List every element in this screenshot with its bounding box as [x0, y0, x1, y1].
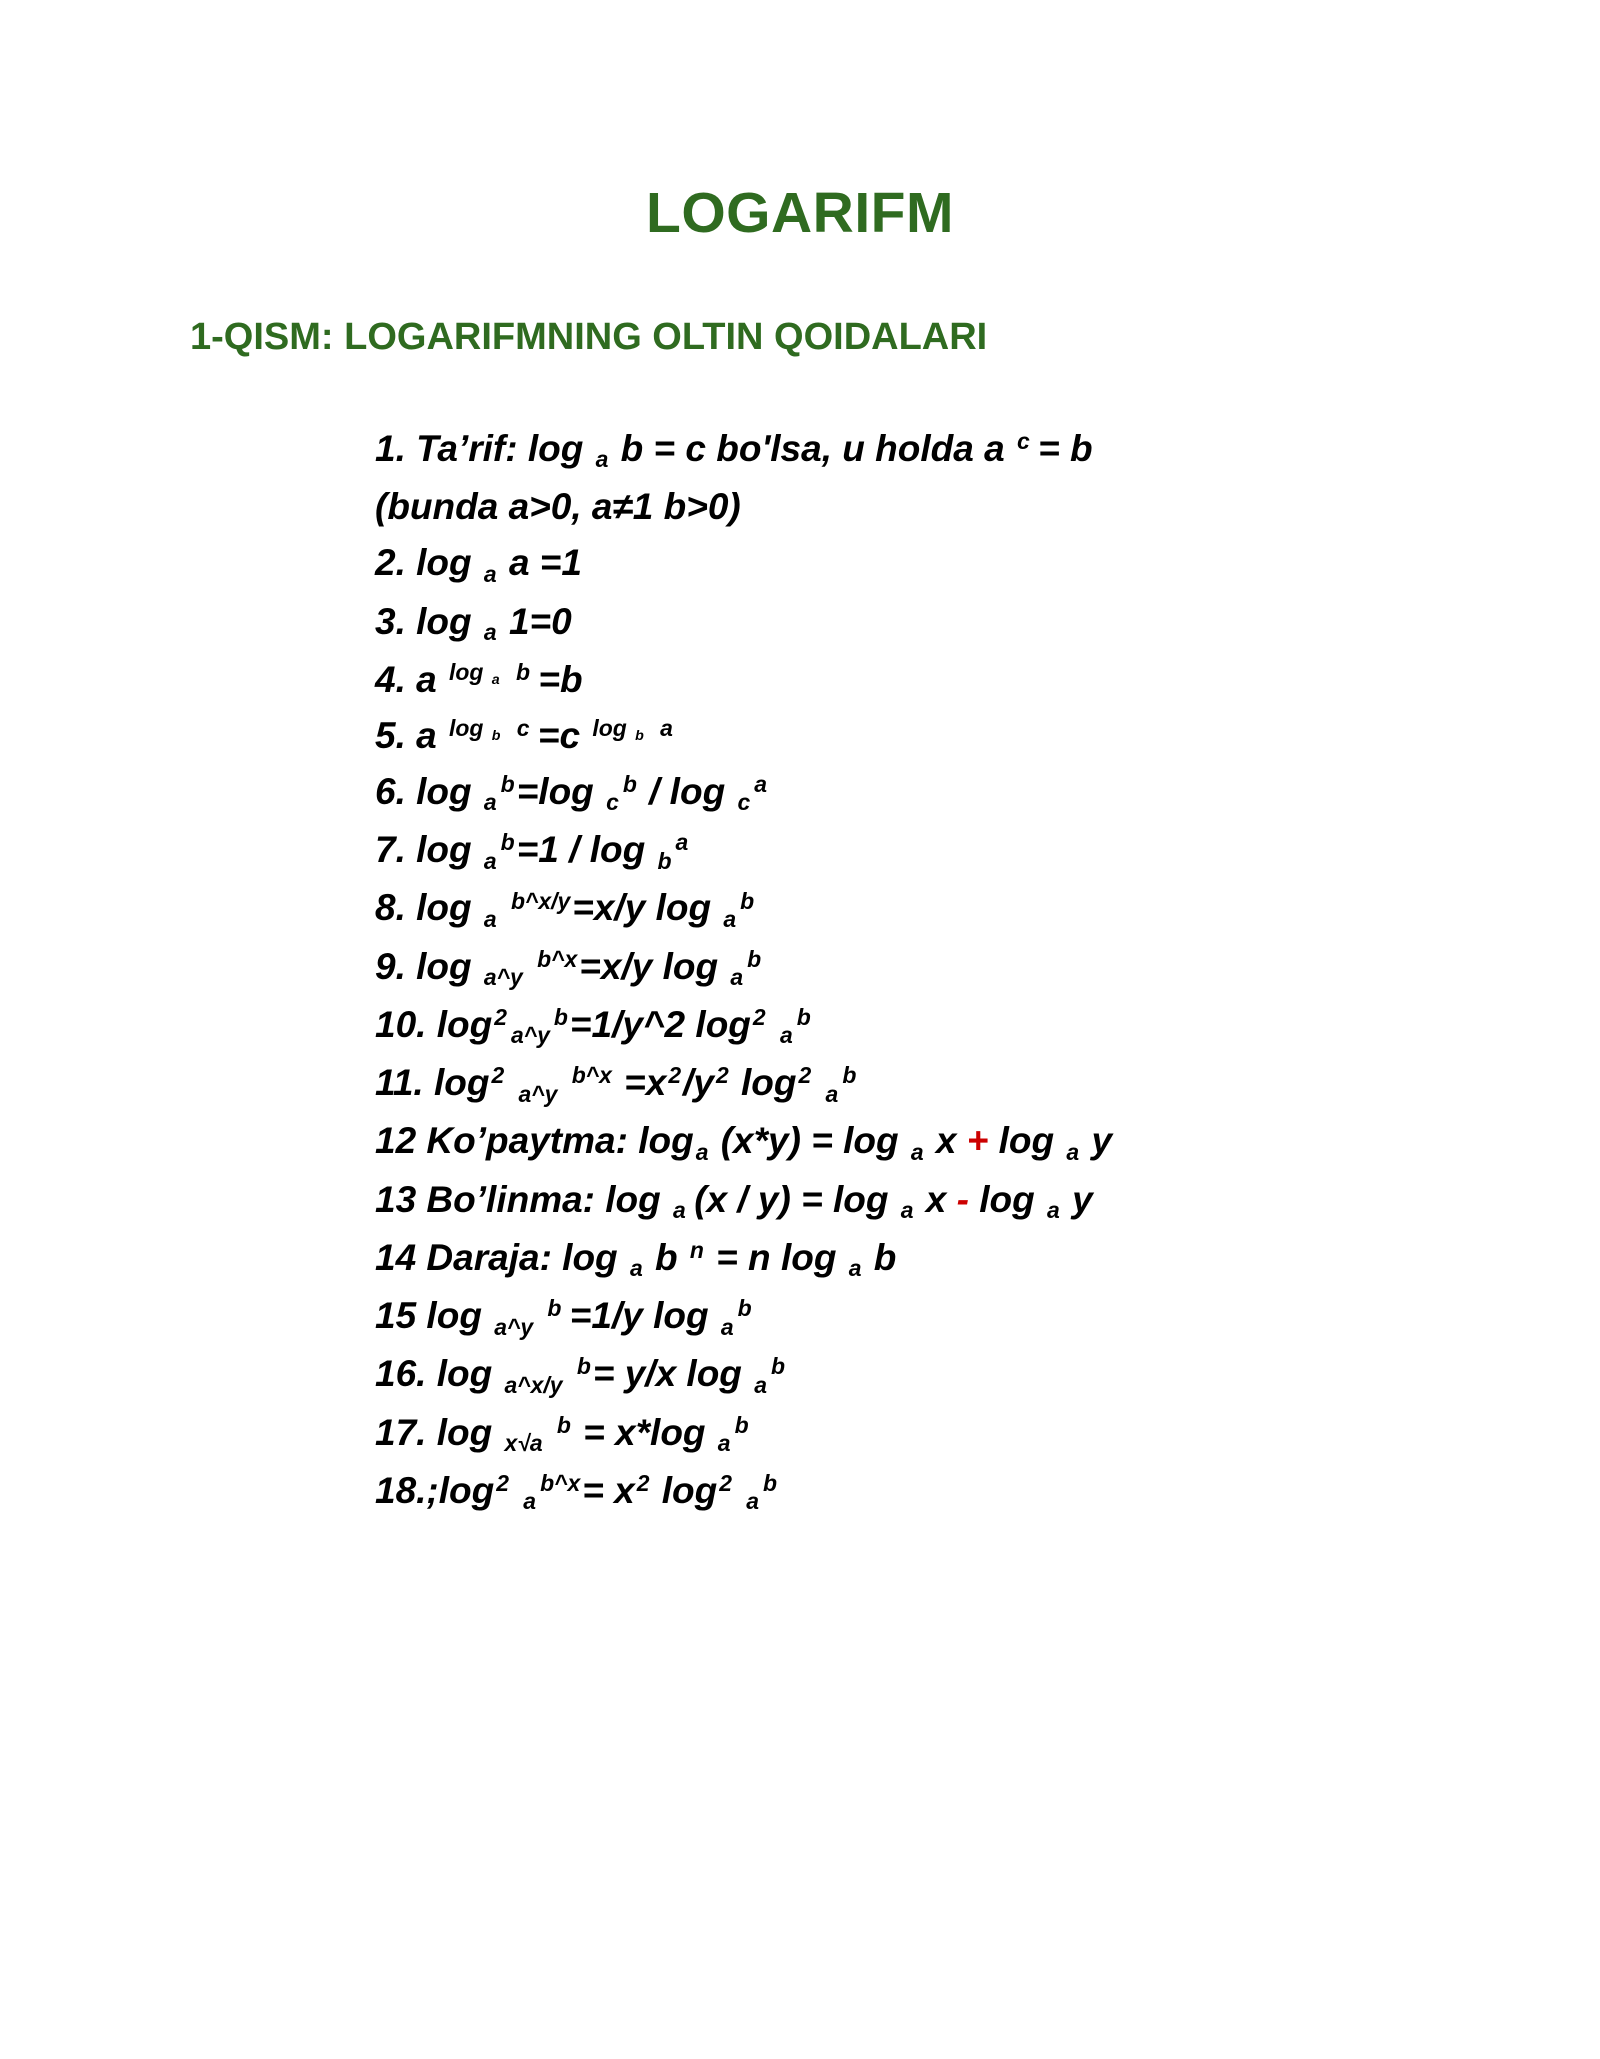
rules-list [0, 425, 1600, 1517]
rule-item-3: 3. log $_a$ 1=0 [375, 600, 572, 645]
rule-item-6: 6. log $_a^b$=log $_c^b$ / log $_c^a$ [375, 770, 767, 816]
rule-item-1: 1. Ta’rif: log $_a$ b = c bo'lsa, u holda a $^c$ = b [375, 428, 1093, 473]
rule-item-11: 11. $\log^2 _{a\^{}y}$ $^{b\^{}x} =x^2/y^2$ $\log^2 _a^b$ [375, 1062, 857, 1107]
rule-item-17: 17. log $_{x√a}$ $^b$ = x*log $_a^b$ [375, 1411, 749, 1456]
rule-item-12: 12 Ko’paytma: $\log_a (x*y) = \log _a$ x + log $_a$ y [375, 1120, 1113, 1165]
rule-item-18: $18.;\log^2$ $_a^{b\^{}x}= x^2$ $\log^2 _a^b$ [375, 1469, 778, 1515]
rule-item-10: 10. $\log^2_{a\^{}y}^b=1/y\^{}2$ $\log^2 _a^b$ [375, 1003, 811, 1049]
rule-item-13: 13 Bo’linma: log $_a$ (x / y) = log $_a$ x - log $_a$ y [375, 1178, 1093, 1224]
rule-item-15: 15 log $_{a\^{}y}$ $^b$ =1/y log $_a^b$ [375, 1295, 752, 1340]
rule-item-9: 9. log $_{a\^{}y}$ $^{b\^{}x}$=x/y log $_a^b$ [375, 945, 762, 991]
rule-item-14: 14 Daraja: log $_a$ b $^n$ = n log $_a$ b [375, 1236, 897, 1282]
section-title: 1-QISM: LOGARIFMNING OLTIN QOIDALARI [190, 316, 988, 358]
rule-item-5: 5. a $^{log _b}$ $^c$ =c $^{log _b}$ $^a$ [375, 714, 673, 756]
rule-item-7: 7. log $_a^b$=1 / log $_b^a$ [375, 829, 689, 874]
rule-item-16: 16. log $_{a\^{}x/y}$ $^b$= y/x log $_a^b$ [375, 1353, 785, 1398]
rule-item-1-note: (bunda a>0, a≠1 b>0) [375, 486, 741, 528]
page-title: LOGARIFM [646, 181, 954, 245]
rule-item-4: 4. a $^{log _a}$ $^b$ =b [375, 658, 583, 700]
rule-item-8: 8. log $_a$ $^{b\^{}x/y}$=x/y log $_a^b$ [375, 887, 755, 932]
rule-item-2: 2. log $_a$ a =1 [375, 542, 582, 587]
